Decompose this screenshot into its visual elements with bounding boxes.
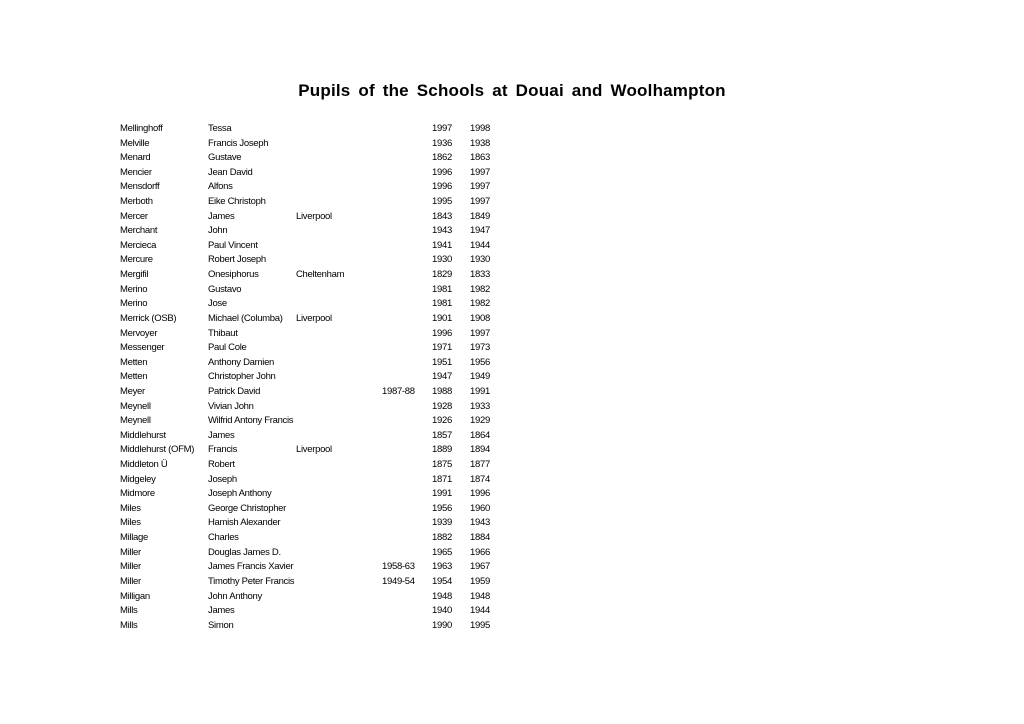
surname-cell: Meynell (120, 400, 151, 412)
leave-year-cell: 1997 (470, 196, 490, 208)
other-years-cell: 1958-63 (382, 561, 415, 573)
surname-cell: Mercer (120, 210, 148, 222)
forenames-cell: Timothy Peter Francis (208, 575, 295, 587)
leave-year-cell: 1966 (470, 546, 490, 558)
forenames-cell: Francis Joseph (208, 137, 269, 149)
entry-year-cell: 1948 (432, 590, 452, 602)
forenames-cell: John (208, 225, 228, 237)
leave-year-cell: 1982 (470, 283, 490, 295)
entry-year-cell: 1996 (432, 181, 452, 193)
entry-year-cell: 1951 (432, 356, 452, 368)
pupil-row (120, 166, 500, 181)
pupil-row (120, 546, 500, 561)
town-cell: Cheltenham (296, 269, 345, 281)
surname-cell: Messenger (120, 342, 165, 354)
leave-year-cell: 1960 (470, 502, 490, 514)
forenames-cell: Simon (208, 619, 234, 631)
pupil-row (120, 180, 500, 195)
forenames-cell: Anthony Damien (208, 356, 275, 368)
surname-cell: Midgeley (120, 473, 156, 485)
forenames-cell: Alfons (208, 181, 233, 193)
forenames-cell: Charles (208, 532, 239, 544)
leave-year-cell: 1949 (470, 371, 490, 383)
other-years-cell: 1949-54 (382, 575, 415, 587)
pupil-row (120, 122, 500, 137)
pupil-row (120, 443, 500, 458)
forenames-cell: Gustavo (208, 283, 242, 295)
forenames-cell: Paul Cole (208, 342, 247, 354)
surname-cell: Mensdorff (120, 181, 160, 193)
forenames-cell: Joseph (208, 473, 237, 485)
leave-year-cell: 1944 (470, 605, 490, 617)
surname-cell: Metten (120, 371, 148, 383)
pupil-row (120, 531, 500, 546)
pupil-row (120, 590, 500, 605)
pupil-row (120, 137, 500, 152)
entry-year-cell: 1871 (432, 473, 452, 485)
pupil-row (120, 253, 500, 268)
page-title: Pupils of the Schools at Douai and Woolhampton (298, 81, 726, 100)
pupil-row (120, 356, 500, 371)
surname-cell: Milligan (120, 590, 150, 602)
entry-year-cell: 1995 (432, 196, 452, 208)
entry-year-cell: 1943 (432, 225, 452, 237)
forenames-cell: Hamish Alexander (208, 517, 281, 529)
surname-cell: Merchant (120, 225, 158, 237)
surname-cell: Miller (120, 561, 141, 573)
pupil-row (120, 516, 500, 531)
surname-cell: Melville (120, 137, 150, 149)
leave-year-cell: 1833 (470, 269, 490, 281)
entry-year-cell: 1926 (432, 415, 452, 427)
forenames-cell: Robert Joseph (208, 254, 266, 266)
other-years-cell: 1987-88 (382, 385, 415, 397)
leave-year-cell: 1933 (470, 400, 490, 412)
pupil-row (120, 224, 500, 239)
pupil-row (120, 458, 500, 473)
leave-year-cell: 1943 (470, 517, 490, 529)
forenames-cell: James (208, 429, 235, 441)
surname-cell: Midmore (120, 488, 155, 500)
entry-year-cell: 1996 (432, 327, 452, 339)
leave-year-cell: 1849 (470, 210, 490, 222)
leave-year-cell: 1997 (470, 327, 490, 339)
leave-year-cell: 1863 (470, 152, 490, 164)
leave-year-cell: 1991 (470, 385, 490, 397)
entry-year-cell: 1930 (432, 254, 452, 266)
surname-cell: Miller (120, 575, 141, 587)
leave-year-cell: 1877 (470, 459, 490, 471)
leave-year-cell: 1929 (470, 415, 490, 427)
leave-year-cell: 1973 (470, 342, 490, 354)
entry-year-cell: 1928 (432, 400, 452, 412)
forenames-cell: Francis (208, 444, 238, 456)
entry-year-cell: 1963 (432, 561, 452, 573)
entry-year-cell: 1829 (432, 269, 452, 281)
forenames-cell: Robert (208, 459, 235, 471)
town-cell: Liverpool (296, 444, 332, 456)
forenames-cell: James (208, 605, 235, 617)
entry-year-cell: 1996 (432, 166, 452, 178)
entry-year-cell: 1901 (432, 312, 452, 324)
entry-year-cell: 1843 (432, 210, 452, 222)
surname-cell: Miles (120, 502, 141, 514)
surname-cell: Menard (120, 152, 151, 164)
entry-year-cell: 1988 (432, 385, 452, 397)
entry-year-cell: 1936 (432, 137, 452, 149)
leave-year-cell: 1996 (470, 488, 490, 500)
pupil-row (120, 619, 500, 634)
pupil-row (120, 473, 500, 488)
leave-year-cell: 1947 (470, 225, 490, 237)
leave-year-cell: 1967 (470, 561, 490, 573)
surname-cell: Mellinghoff (120, 123, 163, 134)
pupil-row (120, 604, 500, 619)
surname-cell: Mervoyer (120, 327, 158, 339)
surname-cell: Mencier (120, 166, 152, 178)
entry-year-cell: 1991 (432, 488, 452, 500)
pupil-row (120, 560, 500, 575)
forenames-cell: James Francis Xavier (208, 561, 294, 573)
entry-year-cell: 1965 (432, 546, 452, 558)
leave-year-cell: 1884 (470, 532, 490, 544)
leave-year-cell: 1944 (470, 239, 490, 251)
entry-year-cell: 1971 (432, 342, 452, 354)
entry-year-cell: 1981 (432, 283, 452, 295)
entry-year-cell: 1882 (432, 532, 452, 544)
surname-cell: Mills (120, 619, 138, 631)
forenames-cell: Paul Vincent (208, 239, 258, 251)
forenames-cell: Wilfrid Antony Francis (208, 415, 294, 427)
pupil-row (120, 502, 500, 517)
leave-year-cell: 1997 (470, 181, 490, 193)
surname-cell: Merino (120, 283, 148, 295)
surname-cell: Middlehurst (120, 429, 166, 441)
forenames-cell: Douglas James D. (208, 546, 281, 558)
entry-year-cell: 1997 (432, 123, 452, 134)
leave-year-cell: 1956 (470, 356, 490, 368)
surname-cell: Metten (120, 356, 148, 368)
surname-cell: Meynell (120, 415, 151, 427)
surname-cell: Merino (120, 298, 148, 310)
pupil-row (120, 239, 500, 254)
leave-year-cell: 1998 (470, 123, 490, 134)
pupil-row (120, 195, 500, 210)
forenames-cell: James (208, 210, 235, 222)
leave-year-cell: 1959 (470, 575, 490, 587)
pupil-row (120, 370, 500, 385)
entry-year-cell: 1954 (432, 575, 452, 587)
entry-year-cell: 1981 (432, 298, 452, 310)
surname-cell: Mills (120, 605, 138, 617)
entry-year-cell: 1941 (432, 239, 452, 251)
forenames-cell: John Anthony (208, 590, 262, 602)
forenames-cell: Joseph Anthony (208, 488, 272, 500)
pupil-row (120, 400, 500, 415)
leave-year-cell: 1930 (470, 254, 490, 266)
entry-year-cell: 1875 (432, 459, 452, 471)
pupil-row (120, 268, 500, 283)
leave-year-cell: 1938 (470, 137, 490, 149)
pupil-row (120, 283, 500, 298)
entry-year-cell: 1857 (432, 429, 452, 441)
forenames-cell: Thibaut (208, 327, 238, 339)
entry-year-cell: 1862 (432, 152, 452, 164)
pupil-row (120, 575, 500, 590)
surname-cell: Merboth (120, 196, 153, 208)
pupil-row (120, 327, 500, 342)
pupil-row (120, 210, 500, 225)
forenames-cell: Patrick David (208, 385, 261, 397)
forenames-cell: Vivian John (208, 400, 254, 412)
surname-cell: Miller (120, 546, 141, 558)
forenames-cell: Michael (Columba) (208, 312, 283, 324)
leave-year-cell: 1874 (470, 473, 490, 485)
entry-year-cell: 1956 (432, 502, 452, 514)
leave-year-cell: 1995 (470, 619, 490, 631)
surname-cell: Miles (120, 517, 141, 529)
forenames-cell: Gustave (208, 152, 242, 164)
surname-cell: Middleton Ü (120, 459, 168, 471)
entry-year-cell: 1889 (432, 444, 452, 456)
pupil-row (120, 487, 500, 502)
pupil-row (120, 151, 500, 166)
entry-year-cell: 1939 (432, 517, 452, 529)
surname-cell: Mergifil (120, 269, 149, 281)
forenames-cell: George Christopher (208, 502, 287, 514)
leave-year-cell: 1864 (470, 429, 490, 441)
surname-cell: Mercieca (120, 239, 157, 251)
pupil-row (120, 312, 500, 327)
entry-year-cell: 1990 (432, 619, 452, 631)
pupil-row (120, 297, 500, 312)
entry-year-cell: 1940 (432, 605, 452, 617)
forenames-cell: Jean David (208, 166, 253, 178)
forenames-cell: Tessa (208, 123, 232, 134)
town-cell: Liverpool (296, 210, 332, 222)
leave-year-cell: 1908 (470, 312, 490, 324)
forenames-cell: Jose (208, 298, 227, 310)
leave-year-cell: 1894 (470, 444, 490, 456)
surname-cell: Meyer (120, 385, 145, 397)
forenames-cell: Onesiphorus (208, 269, 259, 281)
surname-cell: Millage (120, 532, 148, 544)
forenames-cell: Eike Christoph (208, 196, 266, 208)
pupil-row (120, 385, 500, 400)
leave-year-cell: 1948 (470, 590, 490, 602)
leave-year-cell: 1982 (470, 298, 490, 310)
leave-year-cell: 1997 (470, 166, 490, 178)
pupil-list (120, 122, 500, 633)
forenames-cell: Christopher John (208, 371, 276, 383)
pupil-row (120, 341, 500, 356)
pupil-row (120, 429, 500, 444)
surname-cell: Merrick (OSB) (120, 312, 177, 324)
pupil-row (120, 414, 500, 429)
entry-year-cell: 1947 (432, 371, 452, 383)
surname-cell: Mercure (120, 254, 153, 266)
surname-cell: Middlehurst (OFM) (120, 444, 195, 456)
town-cell: Liverpool (296, 312, 332, 324)
